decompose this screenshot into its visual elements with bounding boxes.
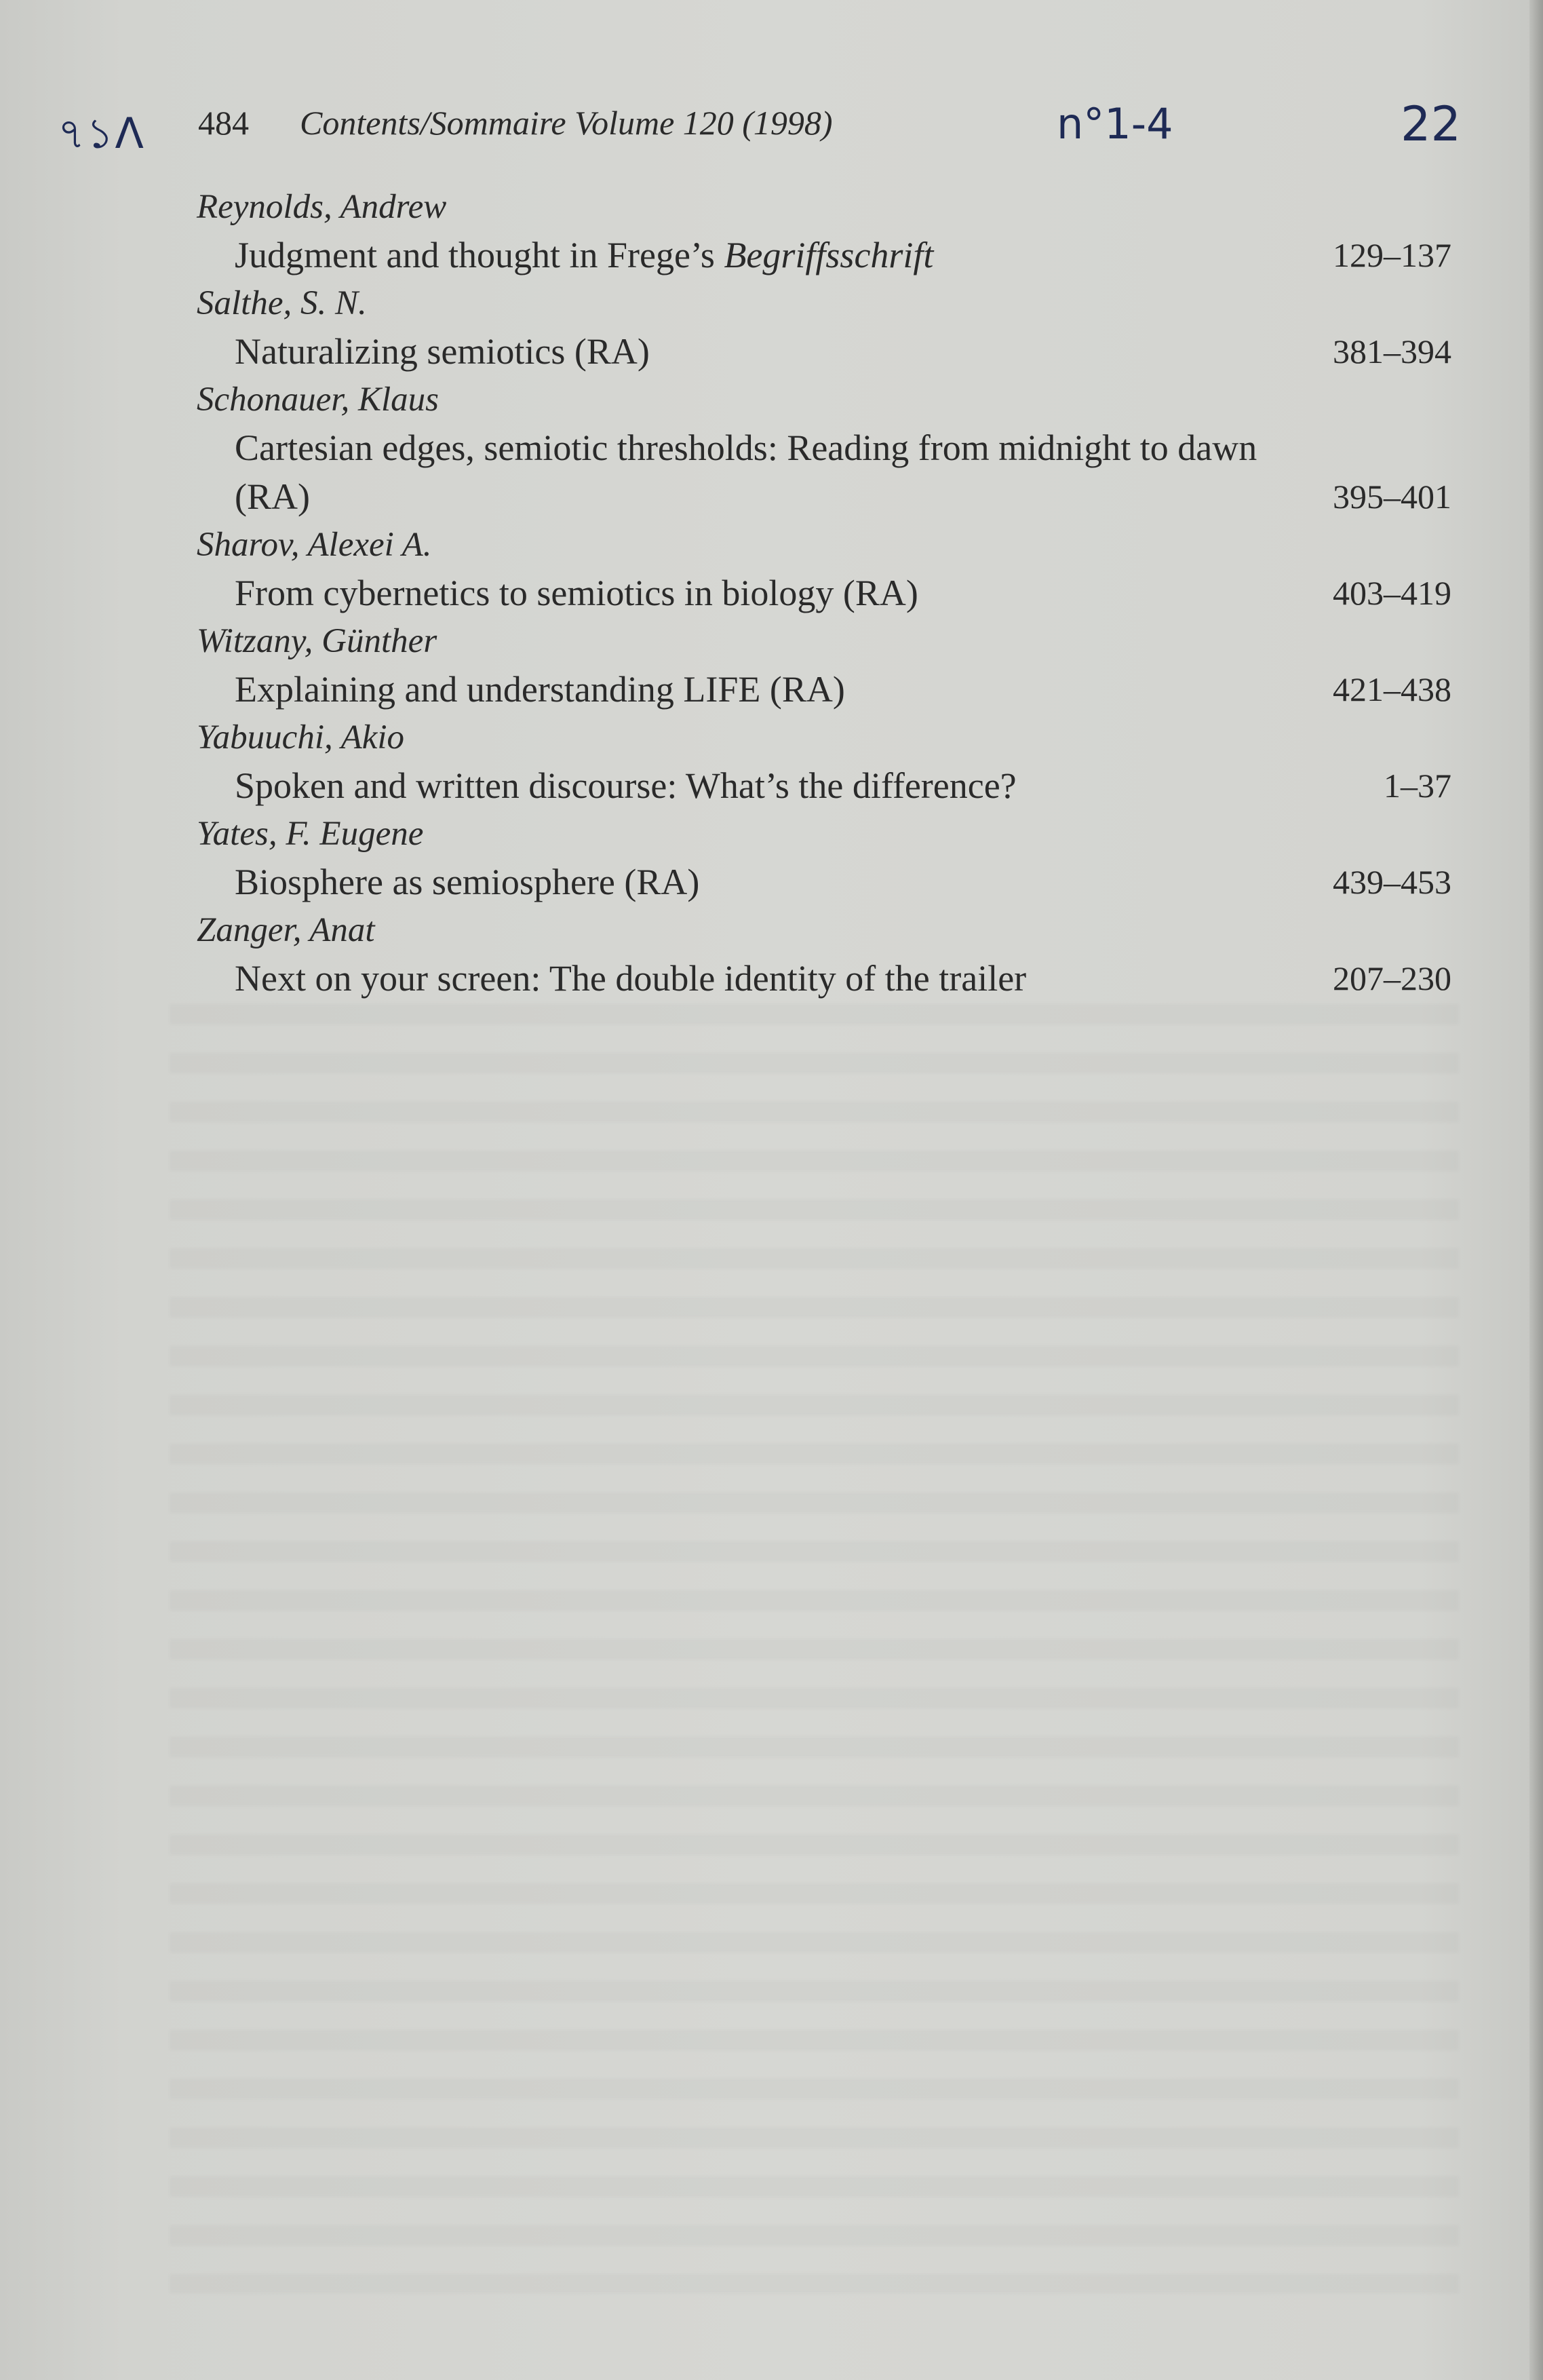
running-title: Contents/Sommaire Volume 120 (1998) [300,104,833,142]
entry-author: Reynolds, Andrew [197,188,447,226]
entry-pages: 439–453 [1333,863,1451,901]
entry-pages: 129–137 [1333,236,1451,274]
contents-entry [197,280,1472,376]
entry-title-text: Spoken and written discourse: What’s the difference? [235,765,1017,806]
contents-entry [197,183,1472,280]
entry-pages: 395–401 [1333,478,1451,516]
entry-title [197,858,1286,906]
entry-author: Yates, F. Eugene [197,815,424,853]
entry-title-row [197,569,1472,617]
entry-title-row [197,761,1472,810]
entry-author: Schonauer, Klaus [197,381,439,419]
entry-title [197,327,1286,376]
entry-author: Zanger, Anat [197,911,375,949]
entry-title-text: Judgment and thought in Frege’s [235,235,724,275]
entry-pages: 1–37 [1384,767,1451,805]
entry-title-text: From cybernetics to semiotics in biology (RA) [235,573,918,613]
entry-title-row [197,231,1472,280]
contents-entry [197,521,1472,617]
entry-title-text: Cartesian edges, semiotic thresholds: Reading from midnight to dawn (RA) [235,427,1257,517]
entry-title [197,231,1286,280]
entry-author: Yabuuchi, Akio [197,718,405,756]
entry-title [197,665,1286,714]
entry-pages: 381–394 [1333,332,1451,370]
entry-title [197,761,1286,810]
entry-title-text: Biosphere as semiosphere (RA) [235,862,700,902]
entry-title [197,569,1286,617]
contents-entry [197,376,1472,521]
entry-author: Witzany, Günther [197,622,437,660]
entry-title-text: Next on your screen: The double identity of the trailer [235,958,1027,999]
handwritten-annotation-right: 22 [1401,96,1462,152]
entry-title [197,423,1286,521]
contents-entry [197,617,1472,714]
entry-pages: 207–230 [1333,959,1451,997]
entry-title-row [197,858,1472,906]
entry-title-italic: Begriffsschrift [724,235,934,275]
entry-title-text: Naturalizing semiotics (RA) [235,331,650,372]
entry-title-row [197,327,1472,376]
entry-title-row [197,665,1472,714]
contents-entry [197,810,1472,906]
entry-title-row [197,954,1472,1003]
contents-entry [197,906,1472,1003]
show-through-background [170,1004,1458,2293]
entry-author: Salthe, S. N. [197,284,367,322]
entry-title [197,954,1286,1003]
handwritten-annotation-issue: n°1-4 [1057,99,1173,149]
entry-author: Sharov, Alexei A. [197,526,432,564]
entry-pages: 421–438 [1333,670,1451,708]
handwritten-annotation-left: ৭১Λ [58,109,145,158]
contents-list [197,183,1472,1003]
entry-title-text: Explaining and understanding LIFE (RA) [235,669,845,710]
contents-entry [197,714,1472,810]
page-edge-shadow [1529,0,1543,2380]
entry-title-row [197,423,1472,521]
page-number: 484 [198,104,249,142]
page-header [0,96,1543,163]
entry-pages: 403–419 [1333,574,1451,612]
